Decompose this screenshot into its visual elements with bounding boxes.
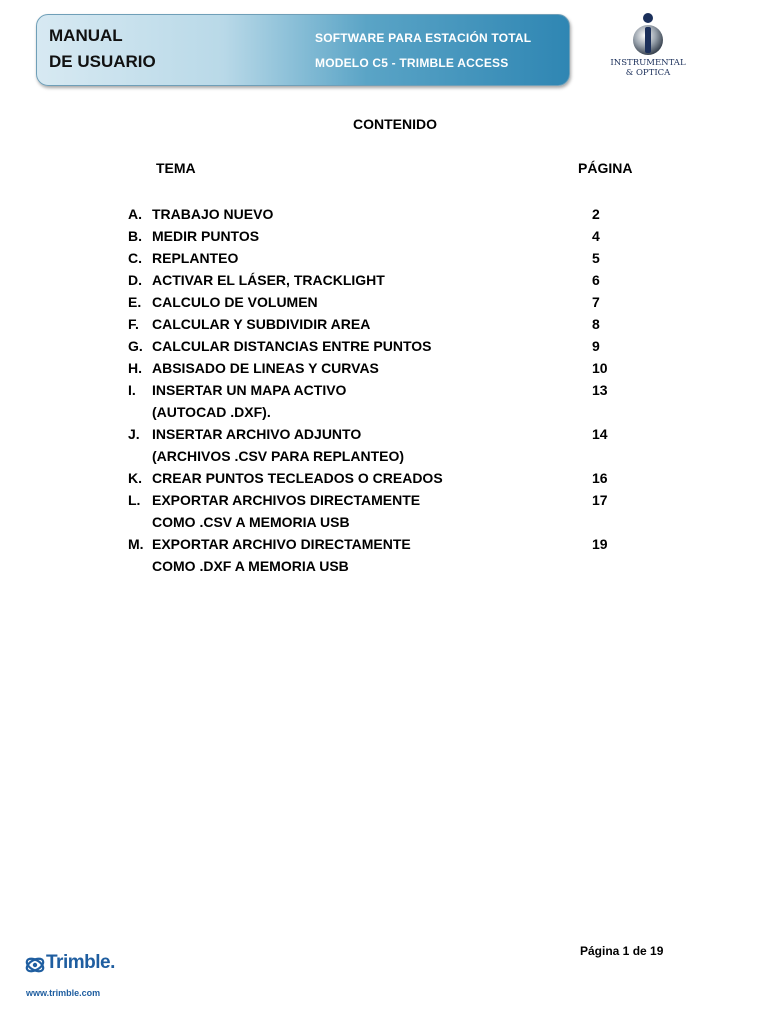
toc-entry-page: 9 [592, 338, 600, 354]
toc-entry-letter: M. [128, 536, 144, 552]
toc-entry [128, 291, 628, 313]
toc-entry [128, 225, 628, 247]
toc-entry-letter: F. [128, 316, 139, 332]
toc-entry [128, 533, 628, 555]
toc-entry [128, 489, 628, 511]
toc-entry-letter: G. [128, 338, 143, 354]
page-number: Página 1 de 19 [580, 944, 664, 958]
logo-emblem-icon [628, 12, 668, 58]
toc-entry-page: 10 [592, 360, 608, 376]
toc-entry-title: MEDIR PUNTOS [152, 228, 260, 244]
trimble-logo [24, 952, 144, 1012]
toc-entry-page: 17 [592, 492, 608, 508]
toc-entry-letter: A. [128, 206, 142, 222]
toc-entry [128, 423, 628, 445]
toc-entry-title: INSERTAR ARCHIVO ADJUNTO [152, 426, 362, 442]
toc-entry-letter: D. [128, 272, 142, 288]
toc-entry-title: EXPORTAR ARCHIVOS DIRECTAMENTE [152, 492, 421, 508]
toc-entry-title: REPLANTEO [152, 250, 239, 266]
toc-entry [128, 379, 628, 401]
toc-entry-title: ABSISADO DE LINEAS Y CURVAS [152, 360, 379, 376]
toc-entry-continuation: (ARCHIVOS .CSV PARA REPLANTEO) [152, 448, 405, 464]
header-title-line2: DE USUARIO [49, 52, 156, 71]
toc-entry [128, 313, 628, 335]
toc-entry-page: 13 [592, 382, 608, 398]
column-header-tema: TEMA [156, 160, 196, 176]
toc-entry-letter: J. [128, 426, 140, 442]
toc-entry-title: CALCULAR Y SUBDIVIDIR AREA [152, 316, 371, 332]
toc-entry-continuation: COMO .CSV A MEMORIA USB [152, 514, 350, 530]
toc-entry-title: CALCULO DE VOLUMEN [152, 294, 318, 310]
toc-entry [128, 467, 628, 489]
toc-entry-letter: H. [128, 360, 142, 376]
toc-entry-page: 16 [592, 470, 608, 486]
header-banner [36, 14, 570, 86]
toc-entry [128, 335, 628, 357]
column-header-pagina: PÁGINA [578, 160, 633, 176]
toc-entry [128, 357, 628, 379]
toc-entry-letter: K. [128, 470, 142, 486]
toc-entry-title: INSERTAR UN MAPA ACTIVO [152, 382, 347, 398]
logo-text-line1: INSTRUMENTAL [610, 58, 686, 68]
trimble-url: www.trimble.com [26, 988, 101, 998]
instrumental-optica-logo [608, 12, 688, 84]
toc-entry-page: 14 [592, 426, 608, 442]
toc-entry-page: 7 [592, 294, 600, 310]
toc-entry-letter: E. [128, 294, 142, 310]
toc-entry-letter: C. [128, 250, 142, 266]
document-title: CONTENIDO [353, 116, 437, 132]
toc-entry-title: EXPORTAR ARCHIVO DIRECTAMENTE [152, 536, 411, 552]
toc-entry-title: CREAR PUNTOS TECLEADOS O CREADOS [152, 470, 443, 486]
trimble-globe-icon [24, 954, 46, 976]
toc-entry-title: CALCULAR DISTANCIAS ENTRE PUNTOS [152, 338, 432, 354]
toc-entry-page: 2 [592, 206, 600, 222]
toc-entry-page: 8 [592, 316, 600, 332]
header-subtitle-line2: MODELO C5 - TRIMBLE ACCESS [315, 56, 509, 70]
toc-entry-page: 6 [592, 272, 600, 288]
toc-entry-page: 19 [592, 536, 608, 552]
toc-entry-title: TRABAJO NUEVO [152, 206, 274, 222]
toc-entry-page: 4 [592, 228, 600, 244]
toc-entry-page: 5 [592, 250, 600, 266]
toc-entry-title: ACTIVAR EL LÁSER, TRACKLIGHT [152, 272, 385, 288]
toc-entry-letter: B. [128, 228, 142, 244]
table-of-contents [128, 203, 628, 577]
toc-entry-letter: L. [128, 492, 141, 508]
trimble-wordmark: Trimble. [46, 952, 115, 973]
header-subtitle-line1: SOFTWARE PARA ESTACIÓN TOTAL [315, 31, 532, 45]
toc-entry [128, 203, 628, 225]
toc-entry-continuation: COMO .DXF A MEMORIA USB [152, 558, 349, 574]
logo-text-line2: & OPTICA [625, 68, 671, 78]
toc-entry [128, 269, 628, 291]
toc-entry-letter: I. [128, 382, 136, 398]
toc-entry [128, 247, 628, 269]
header-title-line1: MANUAL [49, 26, 123, 45]
toc-entry-continuation: (AUTOCAD .DXF). [152, 404, 271, 420]
